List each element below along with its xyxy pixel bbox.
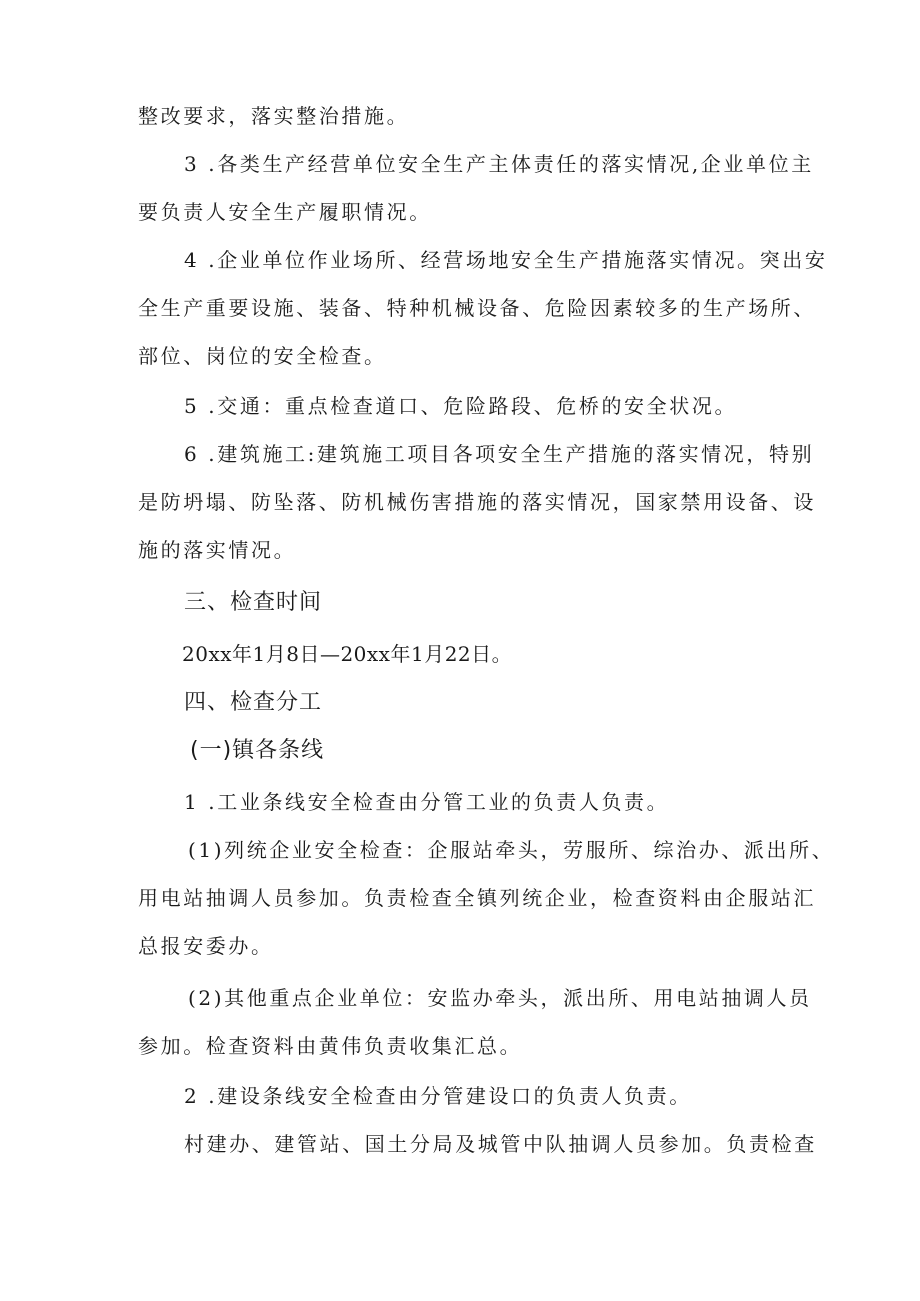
section-heading-division-of-work: 四、检查分工 xyxy=(184,690,323,715)
paragraph-line: 4 .企业单位作业场所、经营场地安全生产措施落实情况。突出安 xyxy=(184,248,828,272)
paragraph-line: 全生产重要设施、装备、特种机械设备、危险因素较多的生产场所、 xyxy=(138,296,816,320)
paragraph-line: 2 .建设条线安全检查由分管建设口的负责人负责。 xyxy=(184,1084,692,1108)
paragraph-line: 用电站抽调人员参加。负责检查全镇列统企业，检查资料由企服站汇 xyxy=(138,886,816,910)
section-heading-inspection-time: 三、检查时间 xyxy=(184,590,323,615)
paragraph-line: 要负责人安全生产履职情况。 xyxy=(138,200,432,224)
paragraph-line: 6 .建筑施工:建筑施工项目各项安全生产措施的落实情况，特别 xyxy=(184,442,815,466)
paragraph-line: 参加。检查资料由黄伟负责收集汇总。 xyxy=(138,1034,523,1058)
subsection-heading-town-lines: (一)镇各条线 xyxy=(190,738,325,763)
inspection-date-range: 20xx年1月8日—20xx年1月22日。 xyxy=(182,642,513,666)
paragraph-line: 部位、岗位的安全检查。 xyxy=(138,344,387,368)
paragraph-line: (1)列统企业安全检查：企服站牵头，劳服所、综治办、派出所、 xyxy=(188,838,835,862)
paragraph-line: 3 .各类生产经营单位安全生产主体责任的落实情况,企业单位主 xyxy=(184,152,814,176)
paragraph-line: 5 .交通：重点检查道口、危险路段、危桥的安全状况。 xyxy=(184,394,738,418)
paragraph-line: (2)其他重点企业单位：安监办牵头，派出所、用电站抽调人员 xyxy=(188,986,812,1010)
paragraph-line: 是防坍塌、防坠落、防机械伤害措施的落实情况，国家禁用设备、设 xyxy=(138,490,816,514)
paragraph-line: 整改要求，落实整治措施。 xyxy=(138,104,410,128)
paragraph-line: 总报安委办。 xyxy=(138,934,274,958)
paragraph-line: 1 .工业条线安全检查由分管工业的负责人负责。 xyxy=(184,790,670,814)
paragraph-line: 施的落实情况。 xyxy=(138,538,297,562)
paragraph-line: 村建办、建管站、国土分局及城管中队抽调人员参加。负责检查 xyxy=(184,1132,817,1156)
